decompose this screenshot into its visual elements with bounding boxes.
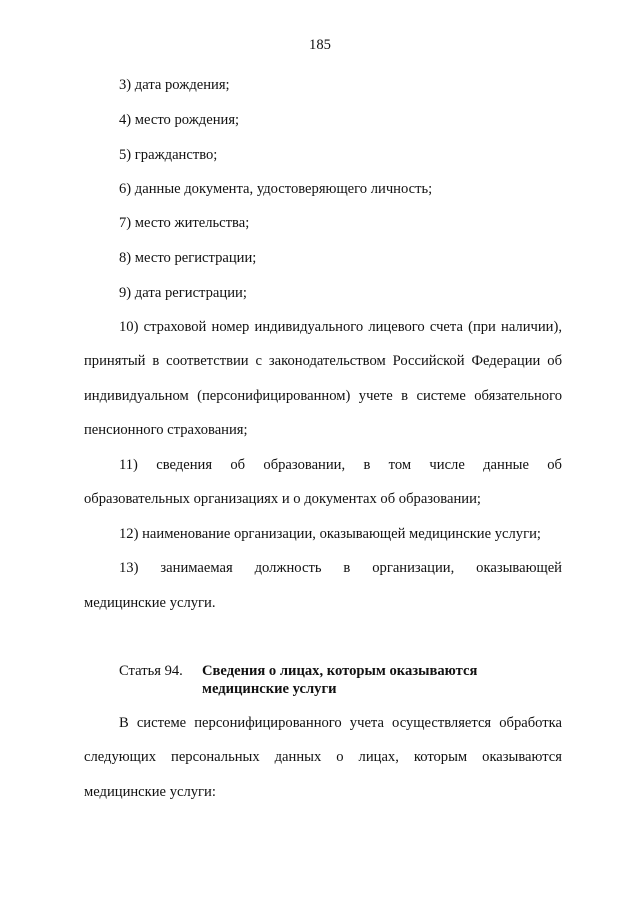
page-number: 185 xyxy=(309,37,331,53)
intro-line-2: следующих персональных данных о лицах, которым оказываются xyxy=(84,749,562,765)
list-item-10-line-2: принятый в соответствии с законодательством Российской Федерации об xyxy=(84,353,562,369)
list-item-10-line-4: пенсионного страхования; xyxy=(84,422,248,438)
list-item-12: 12) наименование организации, оказывающей медицинские услуги; xyxy=(119,526,541,542)
intro-line-3: медицинские услуги: xyxy=(84,784,216,800)
list-item-4: 4) место рождения; xyxy=(119,112,240,128)
list-item-7: 7) место жительства; xyxy=(119,215,250,231)
list-item-11-line-2: образовательных организациях и о документах об образовании; xyxy=(84,491,481,507)
list-item-11-line-1: 11) сведения об образовании, в том числе данные об xyxy=(119,457,562,473)
list-item-6: 6) данные документа, удостоверяющего личность; xyxy=(119,181,433,197)
list-item-13-line-2: медицинские услуги. xyxy=(84,595,216,611)
list-item-13-line-1: 13) занимаемая должность в организации, оказывающей xyxy=(119,560,562,576)
article-title-line-2: медицинские услуги xyxy=(202,681,337,697)
list-item-10-line-1: 10) страховой номер индивидуального лицевого счета (при наличии), xyxy=(119,319,562,335)
list-item-5: 5) гражданство; xyxy=(119,147,218,163)
intro-line-1: В системе персонифицированного учета осуществляется обработка xyxy=(119,715,562,731)
list-item-9: 9) дата регистрации; xyxy=(119,285,247,301)
list-item-10-line-3: индивидуальном (персонифицированном) учете в системе обязательного xyxy=(84,388,562,404)
article-number: Статья 94. xyxy=(119,663,183,679)
list-item-3: 3) дата рождения; xyxy=(119,77,230,93)
article-title-line-1: Сведения о лицах, которым оказываются xyxy=(202,663,478,679)
list-item-8: 8) место регистрации; xyxy=(119,250,257,266)
